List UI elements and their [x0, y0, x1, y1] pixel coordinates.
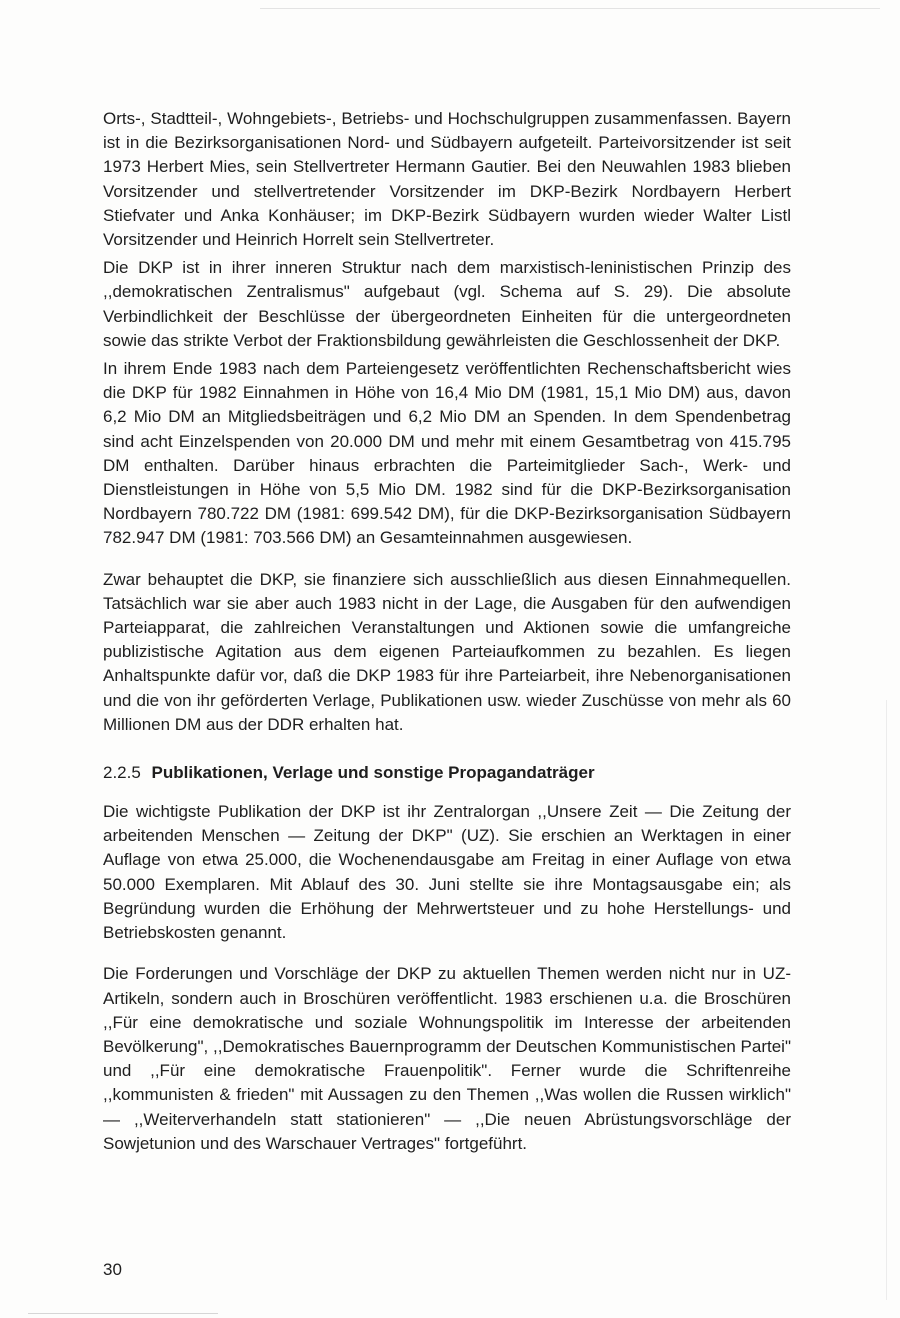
section-heading — [103, 761, 791, 785]
page-body — [103, 107, 791, 1156]
paragraph-gdr-funding: Zwar behauptet die DKP, sie finanziere sich ausschließlich aus diesen Einnahmequellen. Tatsächlich war sie aber auch 1983 nicht in der Lage, die Ausgaben für den aufwendigen Parteiapparat, die zahlreichen Veranstaltungen und Aktionen sowie die umfangreiche publizistische Agitation aus dem eigenen Parteiaufkommen zu bezahlen. Es liegen Anhaltspunkte dafür vor, daß die DKP 1983 für ihre Parteiarbeit, ihre Nebenorganisationen und die von ihr geförderten Verlage, Publikationen usw. wieder Zuschüsse von mehr als 60 Millionen DM aus der DDR erhalten hat. — [103, 569, 791, 734]
scan-edge-right — [886, 700, 887, 1300]
section-title: Publikationen, Verlage und sonstige Propagandaträger — [151, 763, 595, 783]
page-number: 30 — [103, 1260, 122, 1279]
paragraph-brochures: Die Forderungen und Vorschläge der DKP zu aktuellen Themen werden nicht nur in UZ-Artikeln, sondern auch in Broschüren veröffentlicht. 1983 erschienen u.a. die Broschüren ,,Für eine demokratische und soziale Wohnungspolitik im Interesse der arbeitenden Bevölkerung", ,,Demokratisches Bauernprogramm der Deutschen Kommunistischen Partei" und ,,Für eine demokratische Frauenpolitik". Ferner wurde die Schriftenreihe ,,kommunisten & frieden" mit Aussagen zu den Themen ,,Was wollen die Russen wirklich" — ,,Weiterverhandeln statt stationieren" — ,,Die neuen Abrüstungsvorschläge der Sowjetunion und des Warschauer Vertrages" fortgeführt. — [103, 964, 791, 1153]
scan-edge-top — [260, 8, 880, 9]
paragraph-democratic-centralism: Die DKP ist in ihrer inneren Struktur nach dem marxistisch-leninistischen Prinzip des ,,demokratischen Zentralismus" aufgebaut (vgl. Schema auf S. 29). Die absolute Verbindlichkeit der Beschlüsse der übergeordneten Einheiten für die untergeordneten sowie das strikte Verbot der Fraktionsbildung gewährleisten die Geschlossenheit der DKP. — [103, 258, 791, 350]
section-number: 2.2.5 — [103, 763, 141, 783]
paragraph-unsere-zeit: Die wichtigste Publikation der DKP ist ihr Zentralorgan ,,Unsere Zeit — Die Zeitung der arbeitenden Menschen — Zeitung der DKP" (UZ). Sie erschien an Werktagen in einer Auflage von etwa 25.000, die Wochenendausgabe am Freitag in einer Auflage von etwa 50.000 Exemplaren. Mit Ablauf des 30. Juni stellte sie ihre Montagsausgabe ein; als Begründung wurden die Erhöhung der Mehrwertsteuer und zu hohe Herstellungs- und Betriebskosten genannt. — [103, 802, 791, 943]
paragraph-financial-report: In ihrem Ende 1983 nach dem Parteiengesetz veröffentlichten Rechenschaftsbericht wies die DKP für 1982 Einnahmen in Höhe von 16,4 Mio DM (1981, 15,1 Mio DM) aus, davon 6,2 Mio DM an Mitgliedsbeiträgen und 6,2 Mio DM an Spenden. In dem Spendenbetrag sind acht Einzelspenden von 20.000 DM und mehr mit einem Gesamtbetrag von 415.795 DM enthalten. Darüber hinaus erbrachten die Parteimitglieder Sach-, Werk- und Dienstleistungen in Höhe von 5,5 Mio DM. 1982 sind für die DKP-Bezirksorganisation Nordbayern 780.722 DM (1981: 699.542 DM), für die DKP-Bezirksorganisation Südbayern 782.947 DM (1981: 703.566 DM) an Gesamteinnahmen ausgewiesen. — [103, 359, 791, 548]
paragraph-party-organisation: Orts-, Stadtteil-, Wohngebiets-, Betriebs- und Hochschulgruppen zusammenfassen. Bayern ist in die Bezirksorganisationen Nord- und Südbayern aufgeteilt. Parteivorsitzender ist seit 1973 Herbert Mies, sein Stellvertreter Hermann Gautier. Bei den Neuwahlen 1983 blieben Vorsitzender und stellvertretender Vorsitzender im DKP-Bezirk Nordbayern Herbert Stiefvater und Anka Konhäuser; im DKP-Bezirk Südbayern wurden wieder Walter Listl Vorsitzender und Heinrich Horrelt sein Stellvertreter. — [103, 109, 791, 250]
scan-edge-bottom — [28, 1313, 218, 1314]
